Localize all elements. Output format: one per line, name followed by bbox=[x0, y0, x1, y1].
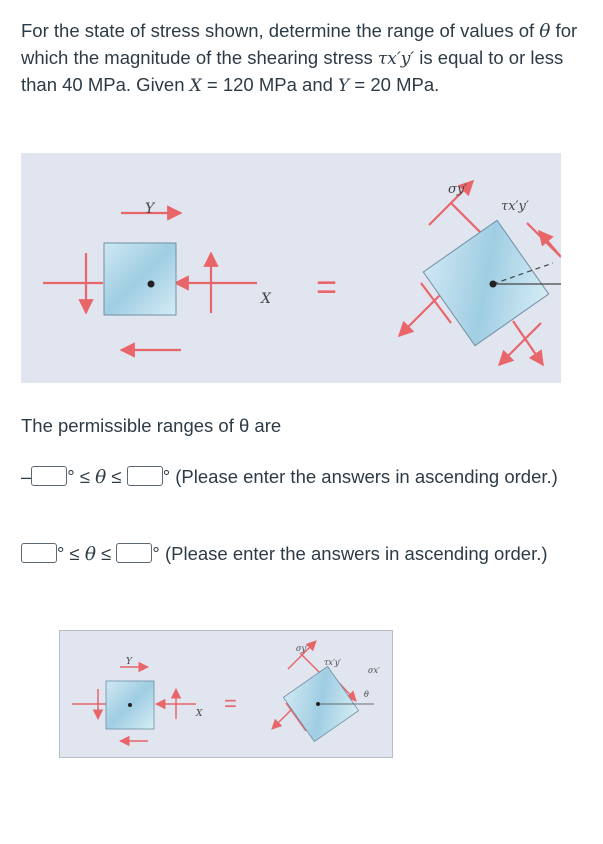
tau-symbol: τx′y′ bbox=[377, 49, 415, 69]
svg-text:=: = bbox=[224, 691, 237, 716]
svg-text:X: X bbox=[196, 709, 203, 719]
equals-sign: = bbox=[316, 266, 338, 307]
range2-upper-input[interactable] bbox=[116, 543, 152, 563]
svg-text:σy′: σy′ bbox=[296, 644, 308, 653]
answer-prompt: The permissible ranges of θ are bbox=[21, 415, 282, 436]
rotated-square bbox=[423, 220, 548, 345]
sigma-label: σy′ bbox=[448, 182, 468, 197]
svg-text:σx′: σx′ bbox=[368, 666, 380, 675]
question-text: For the state of stress shown, determine the range of values of θ for which the magnitude of the shearing stress τx′y′ is equal to or less than 40 MPa. Given X = 120 MPa and Y = 20 MPa. bbox=[21, 20, 578, 96]
stress-square bbox=[104, 243, 176, 315]
svg-text:Y: Y bbox=[126, 657, 132, 667]
row1-note: ° (Please enter the answers in ascending order.) bbox=[162, 466, 558, 487]
stress-element-figure bbox=[21, 153, 561, 383]
thumbnail-figure bbox=[59, 630, 393, 758]
tau-label: τx′y′ bbox=[501, 199, 529, 214]
range1-upper-input[interactable] bbox=[127, 466, 163, 486]
x-label: X bbox=[261, 291, 271, 307]
row2-note: ° (Please enter the answers in ascending order.) bbox=[152, 543, 548, 564]
answer-row-2: ° ≤ θ ≤ ° (Please enter the answers in ascending order.) bbox=[21, 541, 581, 567]
svg-text:θ: θ bbox=[364, 690, 369, 699]
svg-text:τx′y′: τx′y′ bbox=[324, 658, 342, 667]
y-label: Y bbox=[145, 201, 155, 217]
range1-lower-input[interactable] bbox=[31, 466, 67, 486]
answer-row-1: – ° ≤ θ ≤ ° (Please enter the answers in ascending order.) bbox=[21, 466, 558, 488]
range2-lower-input[interactable] bbox=[21, 543, 57, 563]
